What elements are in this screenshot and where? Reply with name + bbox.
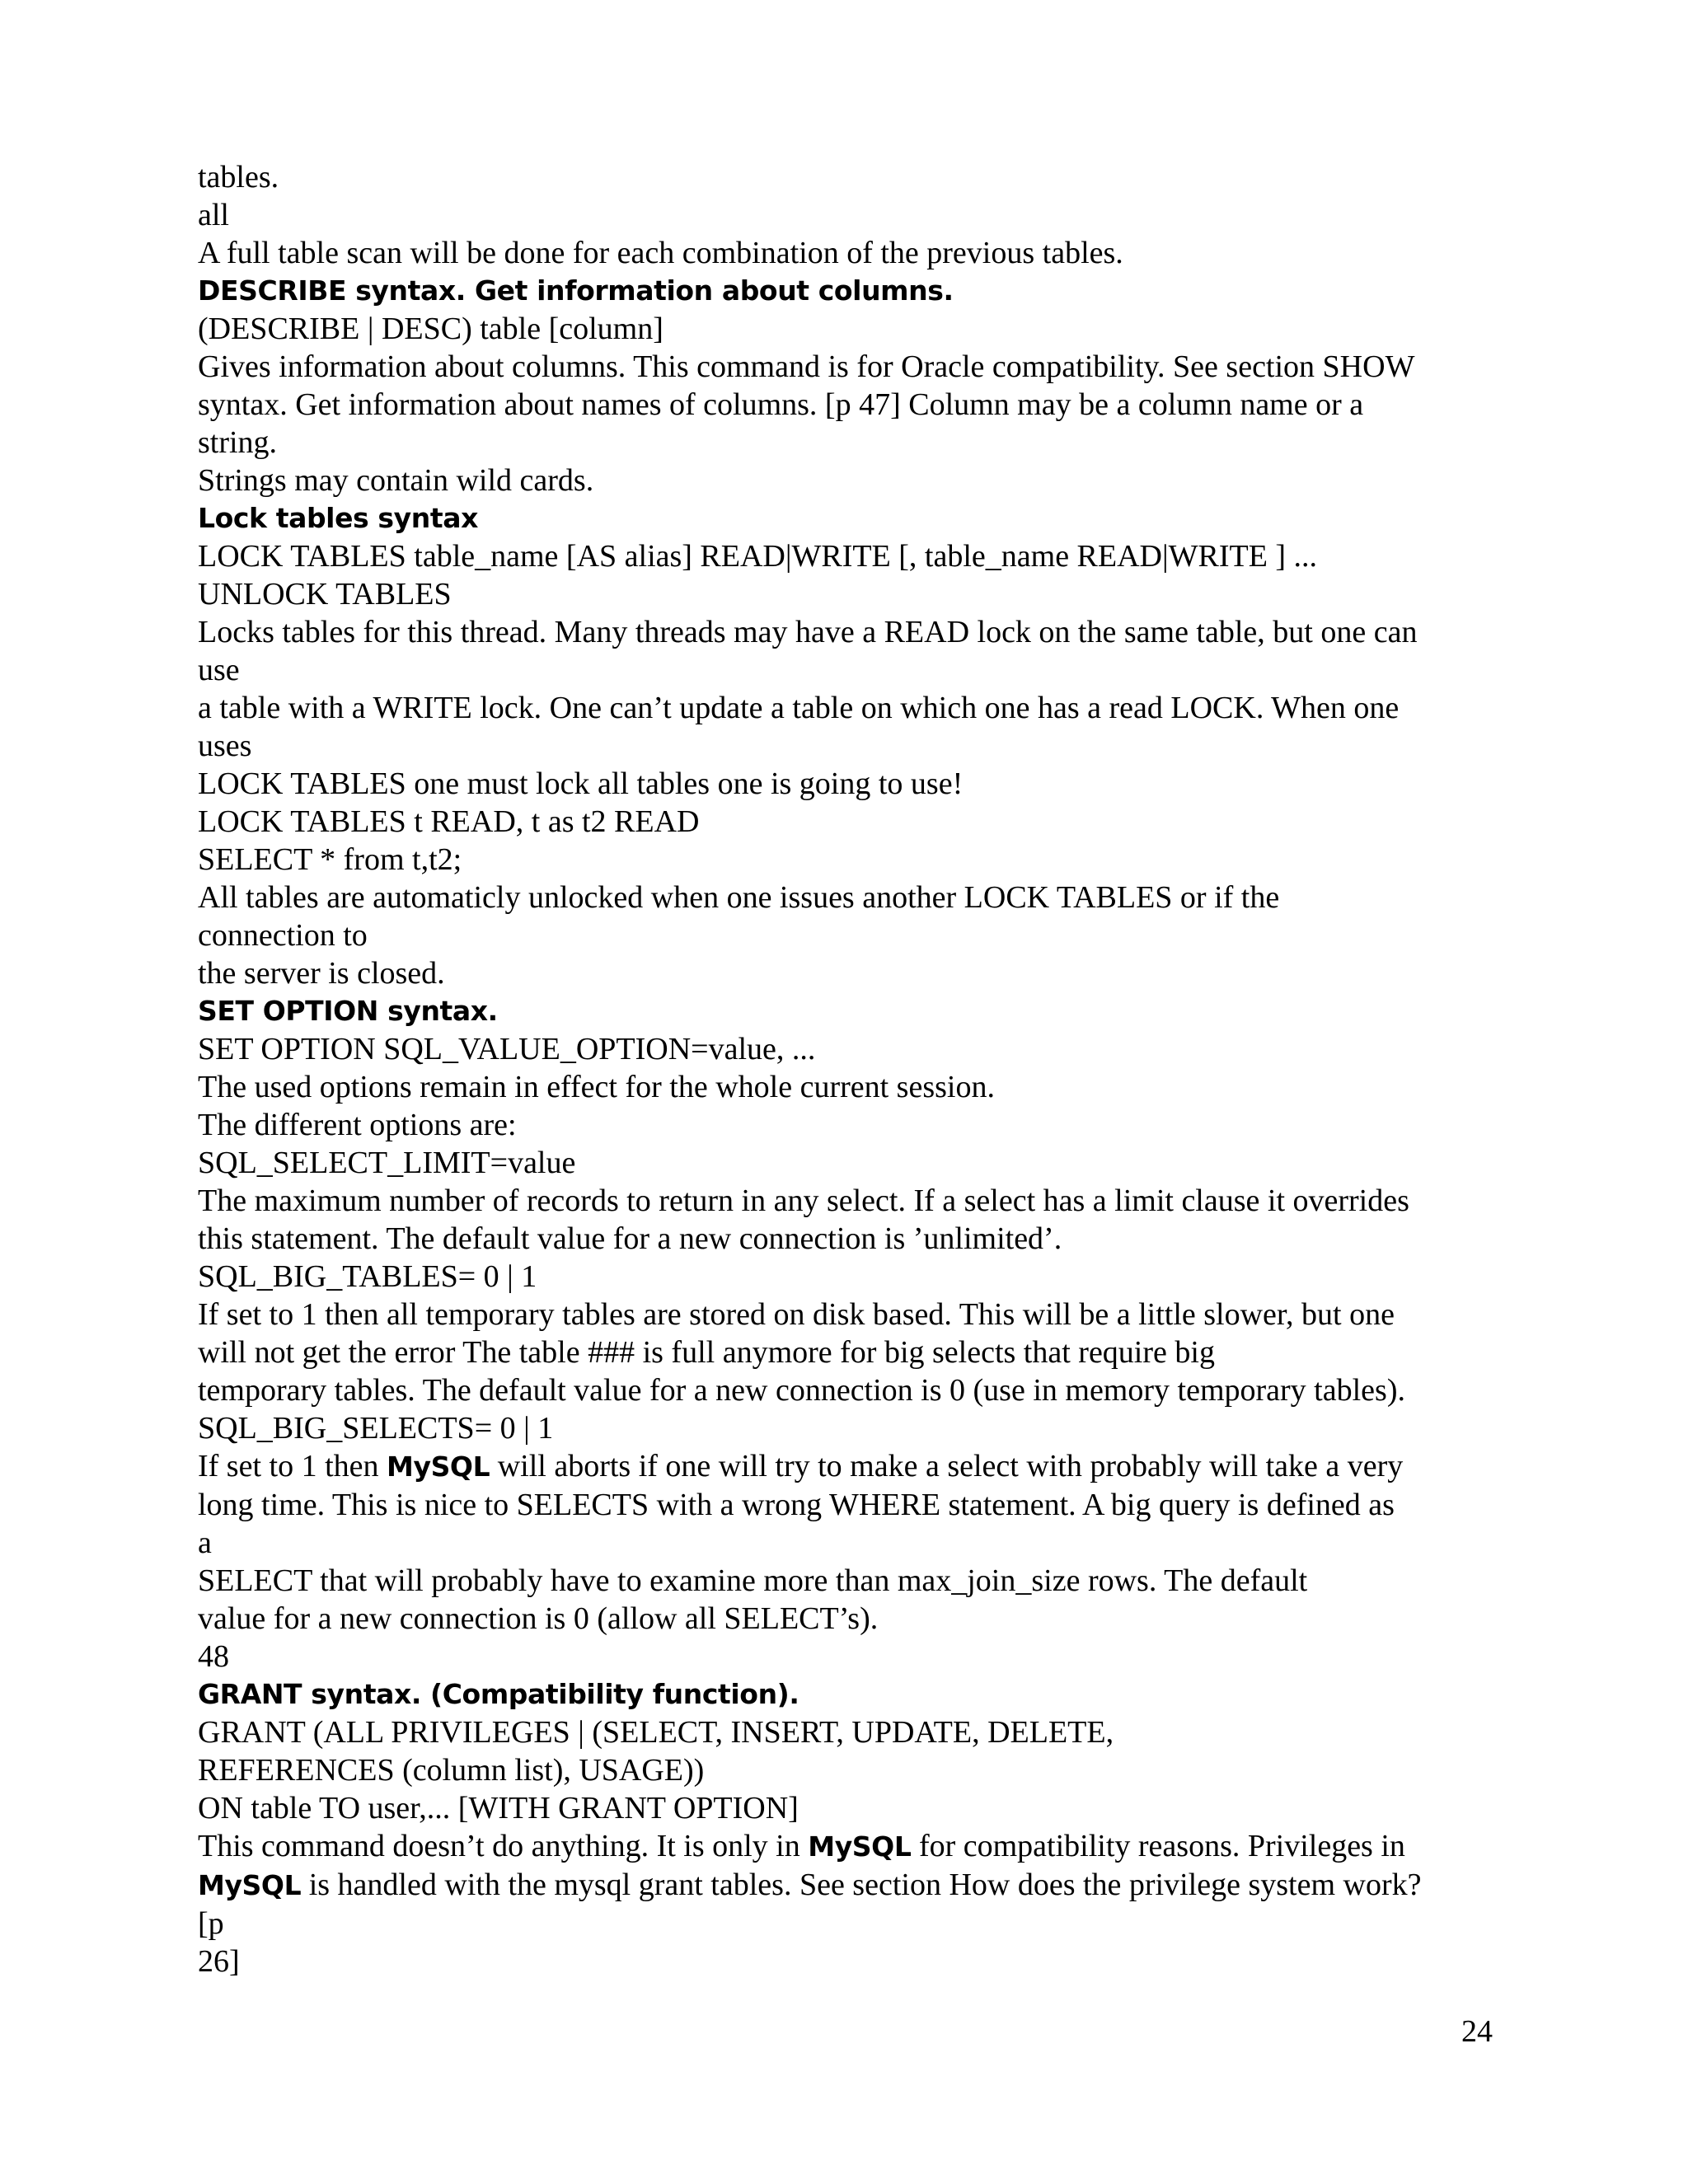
body-text-line: SQL_SELECT_LIMIT=value [198, 1146, 576, 1180]
body-text-line: A full table scan will be done for each combination of the previous tables. [198, 236, 1123, 270]
body-text-line: UNLOCK TABLES [198, 577, 452, 612]
body-text-line: Locks tables for this thread. Many threads may have a READ lock on the same table, but one can [198, 615, 1418, 649]
body-text-line: The different options are: [198, 1108, 517, 1142]
body-text-line: use [198, 653, 240, 687]
body-text-line: connection to [198, 918, 368, 953]
section-heading: Lock tables syntax [198, 502, 478, 534]
body-text-line: SELECT that will probably have to examine more than max_join_size rows. The default [198, 1563, 1308, 1598]
text-segment: This command doesn’t do anything. It is only in [198, 1829, 809, 1863]
body-text-line: value for a new connection is 0 (allow all SELECT’s). [198, 1601, 879, 1636]
body-text-line: 48 [198, 1639, 229, 1674]
body-text-line: ON table TO user,... [WITH GRANT OPTION] [198, 1791, 799, 1825]
section-heading: DESCRIBE syntax. Get information about columns. [198, 274, 954, 307]
body-text-line: The used options remain in effect for the whole current session. [198, 1070, 995, 1104]
text-segment: is handled with the mysql grant tables. See section How does the privilege system work? [301, 1868, 1422, 1902]
body-text-line: string. [198, 425, 278, 460]
body-text-line: SET OPTION SQL_VALUE_OPTION=value, ... [198, 1032, 816, 1066]
body-text-line: The maximum number of records to return in any select. If a select has a limit clause it overrides [198, 1183, 1409, 1218]
body-text-line: REFERENCES (column list), USAGE)) [198, 1753, 705, 1788]
body-text-line [198, 1827, 1492, 1866]
body-text-line: LOCK TABLES table_name [AS alias] READ|WRITE [, table_name READ|WRITE ] ... [198, 539, 1318, 574]
text-segment: will aborts if one will try to make a select with probably will take a very [490, 1449, 1404, 1483]
body-text-line: SQL_BIG_SELECTS= 0 | 1 [198, 1411, 554, 1446]
body-text-line [198, 1866, 1492, 1905]
body-text-line: GRANT (ALL PRIVILEGES | (SELECT, INSERT, UPDATE, DELETE, [198, 1715, 1114, 1750]
body-text-line: SQL_BIG_TABLES= 0 | 1 [198, 1259, 537, 1294]
page-body [198, 158, 1492, 1980]
product-name: MySQL [808, 1830, 912, 1863]
body-text-line: uses [198, 729, 252, 763]
body-text-line: Strings may contain wild cards. [198, 463, 594, 498]
body-text-line: all [198, 198, 229, 232]
body-text-line: a [198, 1526, 212, 1560]
text-segment: If set to 1 then [198, 1449, 387, 1483]
body-text-line: [p [198, 1906, 224, 1941]
body-text-line: Gives information about columns. This command is for Oracle compatibility. See section SHOW [198, 349, 1415, 384]
body-text-line: (DESCRIBE | DESC) table [column] [198, 312, 663, 346]
body-text-line: the server is closed. [198, 956, 445, 991]
body-text-line: If set to 1 then all temporary tables are stored on disk based. This will be a little slower, but one [198, 1297, 1395, 1332]
body-text-line: long time. This is nice to SELECTS with a wrong WHERE statement. A big query is defined as [198, 1488, 1395, 1522]
body-text-line: this statement. The default value for a new connection is ’unlimited’. [198, 1221, 1062, 1256]
section-heading: GRANT syntax. (Compatibility function). [198, 1678, 799, 1710]
body-text-line: will not get the error The table ### is full anymore for big selects that require big [198, 1335, 1215, 1370]
body-text-line: tables. [198, 160, 279, 194]
body-text-line [198, 1447, 1492, 1486]
body-text-line: All tables are automaticly unlocked when one issues another LOCK TABLES or if the [198, 880, 1280, 915]
body-text-line: SELECT * from t,t2; [198, 842, 462, 877]
section-heading: SET OPTION syntax. [198, 995, 498, 1027]
product-name: MySQL [198, 1869, 302, 1901]
body-text-line: LOCK TABLES t READ, t as t2 READ [198, 804, 700, 839]
body-text-line: 26] [198, 1944, 240, 1979]
body-text-line: a table with a WRITE lock. One can’t update a table on which one has a read LOCK. When one [198, 691, 1400, 725]
text-segment: for compatibility reasons. Privileges in [911, 1829, 1405, 1863]
body-text-line: LOCK TABLES one must lock all tables one is going to use! [198, 766, 964, 801]
page-number: 24 [1461, 2014, 1493, 2049]
body-text-line: temporary tables. The default value for a new connection is 0 (use in memory temporary tables). [198, 1373, 1405, 1408]
body-text-line: syntax. Get information about names of columns. [p 47] Column may be a column name or a [198, 387, 1364, 422]
product-name: MySQL [387, 1451, 490, 1483]
